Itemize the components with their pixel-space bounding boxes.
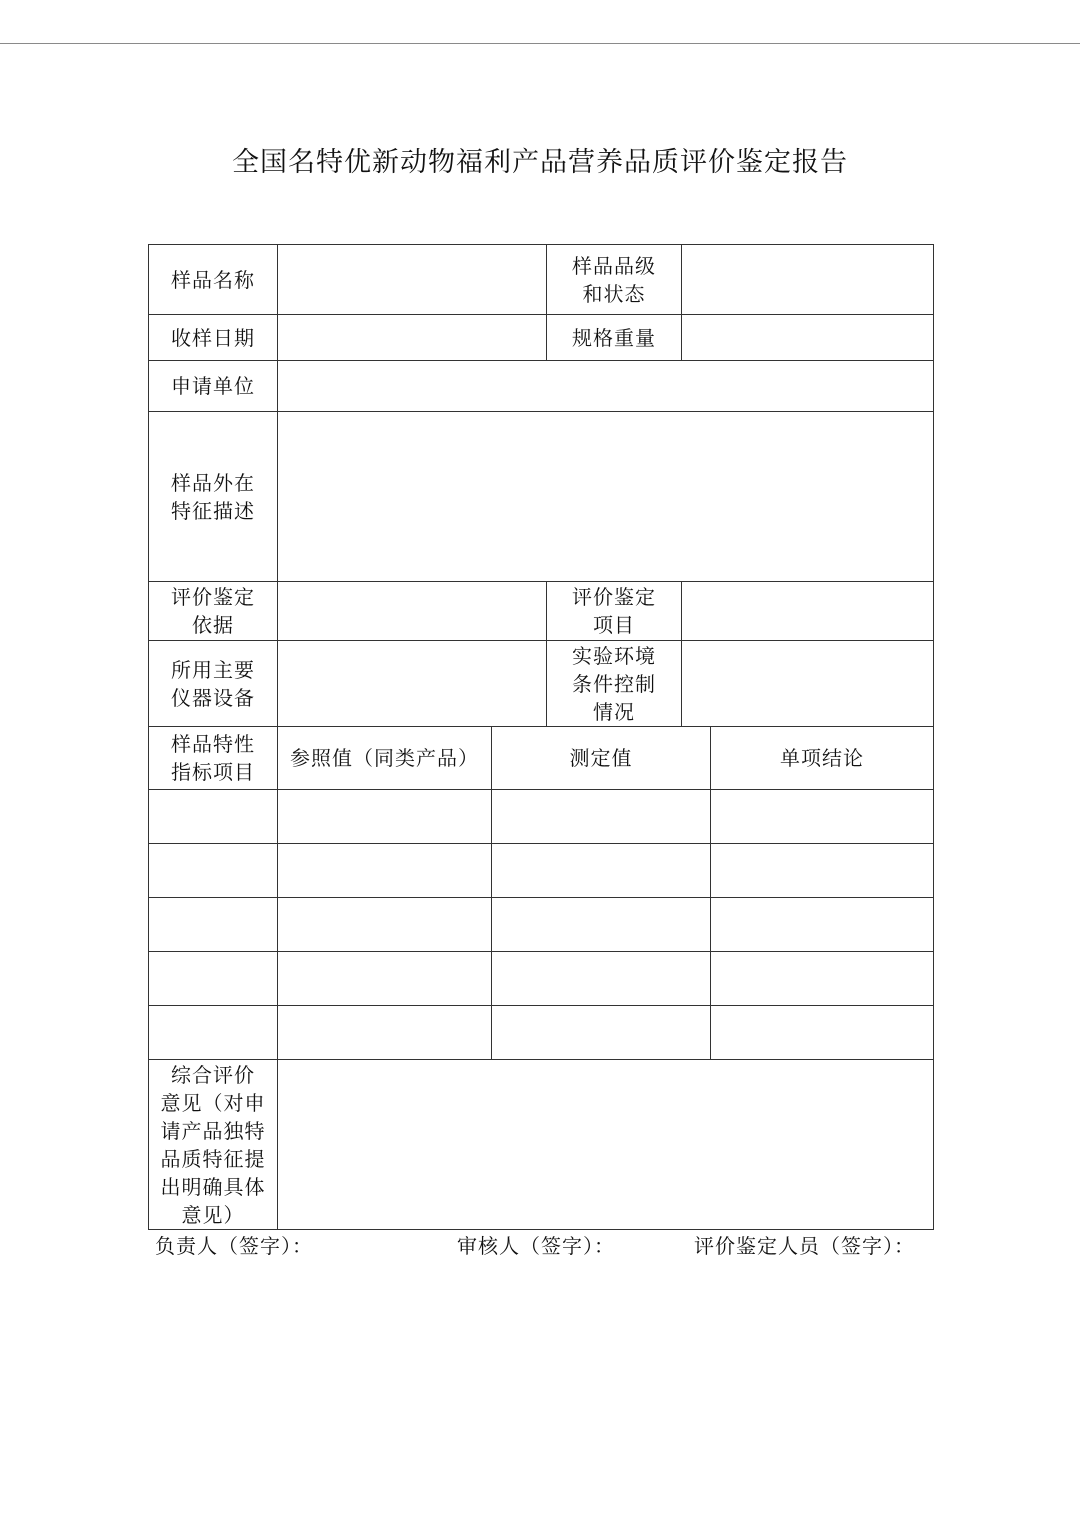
top-rule	[0, 43, 1080, 44]
applicant-label: 申请单位	[171, 374, 255, 398]
receipt-date-label: 收样日期	[171, 325, 255, 350]
measured-header: 测定值	[569, 746, 633, 770]
basis-field[interactable]	[278, 582, 546, 640]
applicant-field[interactable]	[278, 361, 933, 411]
overall-label: 综合评价 意见（对申 请产品独特 品质特征提 出明确具体 意见）	[160, 1062, 266, 1227]
sample-name-field[interactable]	[278, 245, 546, 314]
indicator-header: 样品特性 指标项目	[171, 732, 255, 784]
items-field[interactable]	[682, 582, 933, 640]
indicator-rows-area[interactable]	[149, 790, 933, 1059]
appearance-field[interactable]	[278, 412, 933, 581]
table-border-right	[933, 244, 934, 1230]
equipment-field[interactable]	[278, 641, 546, 726]
conclusion-header: 单项结论	[780, 746, 864, 770]
spec-weight-field[interactable]	[682, 315, 933, 360]
reviewer-signature-label: 审核人（签字）：	[457, 1234, 615, 1258]
sample-grade-label: 样品品级 和状态	[572, 253, 656, 306]
spec-weight-label: 规格重量	[572, 325, 656, 350]
env-field[interactable]	[682, 641, 933, 726]
items-label: 评价鉴定 项目	[572, 585, 656, 637]
basis-label: 评价鉴定 依据	[171, 585, 255, 637]
responsible-signature-label: 负责人（签字）：	[155, 1234, 313, 1258]
equipment-label: 所用主要 仪器设备	[171, 657, 255, 710]
receipt-date-field[interactable]	[278, 315, 546, 360]
sample-grade-field[interactable]	[682, 245, 933, 314]
sample-name-label: 样品名称	[171, 267, 255, 292]
overall-field[interactable]	[278, 1060, 933, 1229]
env-label: 实验环境 条件控制 情况	[572, 643, 656, 724]
reference-header: 参照值（同类产品）	[290, 746, 479, 770]
document-title: 全国名特优新动物福利产品营养品质评价鉴定报告	[232, 147, 848, 178]
evaluator-signature-label: 评价鉴定人员（签字）：	[694, 1234, 915, 1258]
appearance-label: 样品外在 特征描述	[171, 470, 255, 523]
